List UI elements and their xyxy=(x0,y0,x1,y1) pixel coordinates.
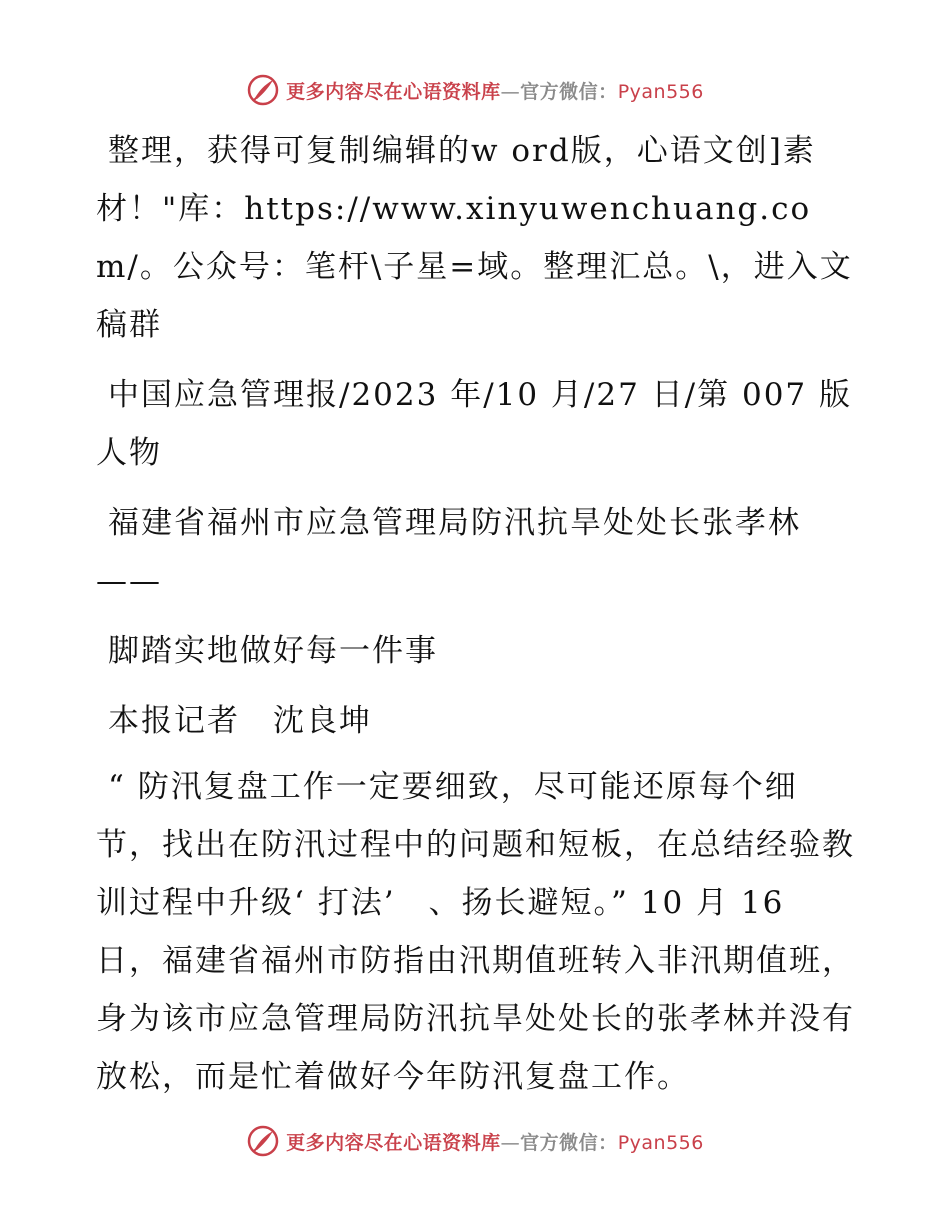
document-body xyxy=(96,122,856,1118)
paragraph-source-note: 整理，获得可复制编辑的w ord版，心语文创]素材！"库：https://www.xinyuwenchuang.com/。公众号：笔杆\子星=域。整理汇总。\，进入文稿群 xyxy=(96,133,853,343)
paragraph-publication-info: 中国应急管理报/2023 年/10 月/27 日/第 007 版人物 xyxy=(96,377,853,471)
paragraph-headline-title: 脚踏实地做好每一件事 xyxy=(108,633,438,669)
paragraph-byline: 本报记者 沈良坤 xyxy=(108,703,372,739)
banner-official-label: 官方微信： xyxy=(520,1131,618,1154)
banner-dash: — xyxy=(500,1131,521,1154)
paragraph-headline-person: 福建省福州市应急管理局防汛抗旱处处长张孝林—— xyxy=(96,505,801,599)
banner-text xyxy=(286,77,704,104)
banner-text xyxy=(286,1128,704,1155)
banner-wechat-id: Pyan556 xyxy=(617,80,704,103)
banner-main-text: 更多内容尽在心语资料库 xyxy=(286,80,501,103)
footer-banner xyxy=(0,1121,950,1161)
quill-pen-logo-icon xyxy=(246,73,280,107)
banner-dash: — xyxy=(500,80,521,103)
paragraph-article-body: “ 防汛复盘工作一定要细致，尽可能还原每个细节，找出在防汛过程中的问题和短板，在总结经验教训过程中升级‘ 打法’ 、扬长避短。” 10 月 16 日，福建省福州市防指由汛期值班转入非汛期值班，身为该市应急管理局防汛抗旱处处长的张孝林并没有放松，而是忙着做好今年防汛复盘工作。 xyxy=(96,769,855,1095)
header-banner xyxy=(0,70,950,110)
banner-wechat-id: Pyan556 xyxy=(617,1131,704,1154)
quill-pen-logo-icon xyxy=(246,1124,280,1158)
banner-official-label: 官方微信： xyxy=(520,80,618,103)
banner-main-text: 更多内容尽在心语资料库 xyxy=(286,1131,501,1154)
